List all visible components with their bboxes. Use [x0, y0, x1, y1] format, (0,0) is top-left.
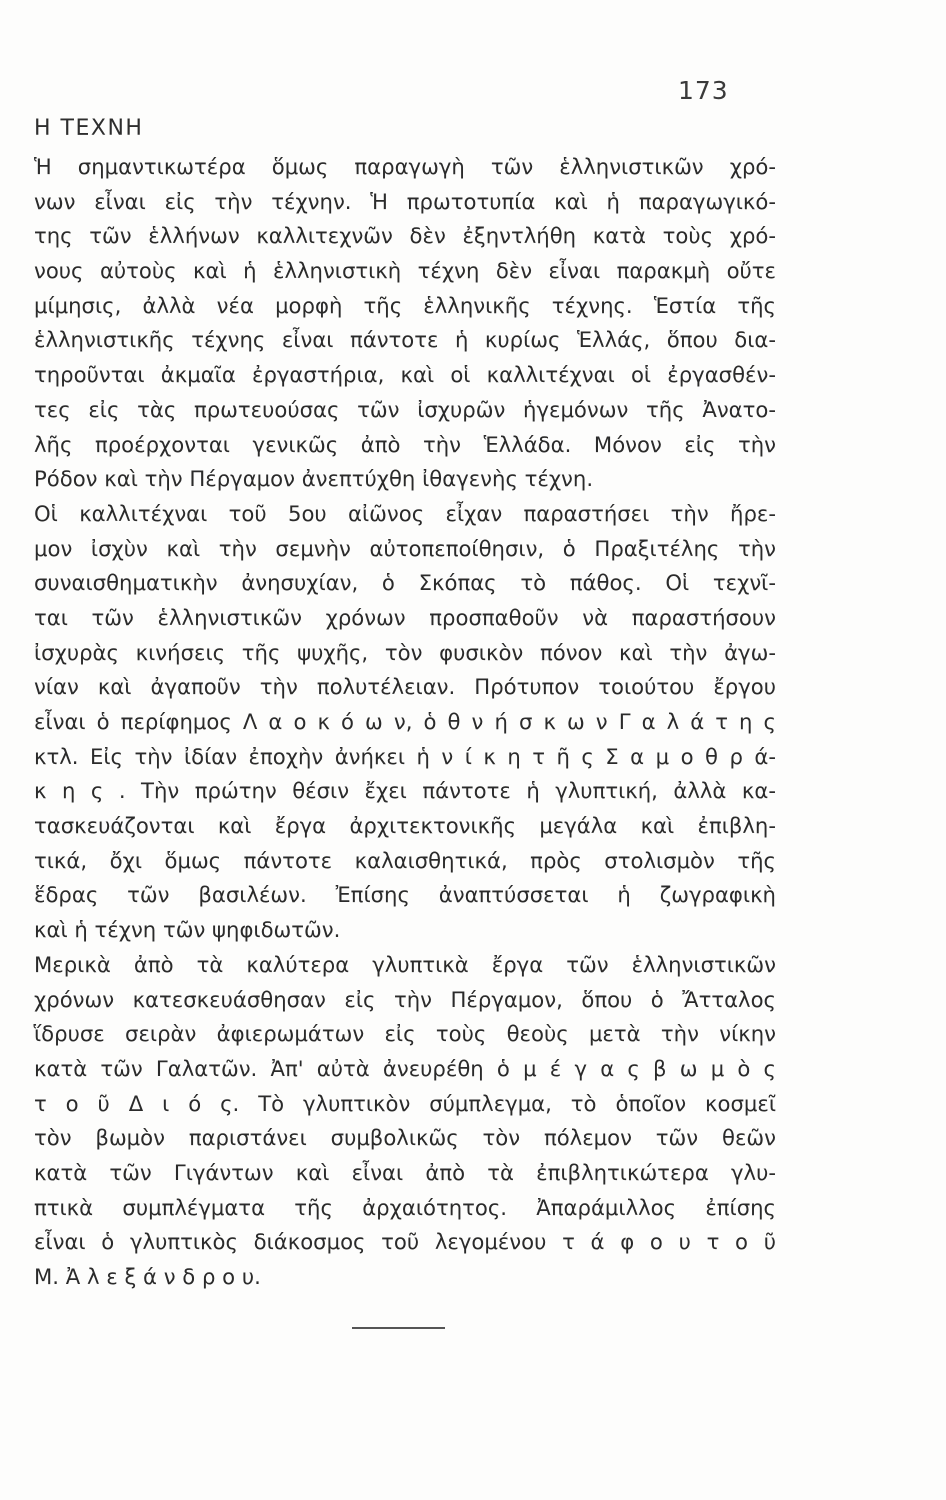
text-line: Μερικὰ ἀπὸ τὰ καλύτερα γλυπτικὰ ἔργα τῶν ἑλληνιστικῶν: [34, 951, 776, 977]
text-line: της τῶν ἑλλήνων καλλιτεχνῶν δὲν ἐξηντλήθη κατὰ τοὺς χρό-: [34, 223, 776, 249]
text-line: χρόνων κατεσκευάσθησαν εἰς τὴν Πέργαμον, ὅπου ὁ Ἄτταλος: [34, 986, 776, 1012]
text-line: τες εἰς τὰς πρωτευούσας τῶν ἰσχυρῶν ἡγεμόνων τῆς Ἀνατο-: [34, 396, 776, 422]
text-line: ἵδρυσε σειρὰν ἀφιερωμάτων εἰς τοὺς θεοὺς μετὰ τὴν νίκην: [34, 1021, 776, 1047]
text-line: μον ἰσχὺν καὶ τὴν σεμνὴν αὐτοπεποίθησιν, ὁ Πραξιτέλης τὴν: [34, 535, 776, 561]
text-line: τικά, ὄχι ὅμως πάντοτε καλαισθητικά, πρὸς στολισμὸν τῆς: [34, 847, 776, 873]
text-line: Ρόδον καὶ τὴν Πέργαμον ἀνεπτύχθη ἰθαγενὴς τέχνη.: [34, 466, 594, 492]
text-line: νους αὐτοὺς καὶ ἡ ἑλληνιστικὴ τέχνη δὲν εἶναι παρακμὴ οὔτε: [34, 258, 776, 284]
text-line: τ ο ῦ Δ ι ό ς. Τὸ γλυπτικὸν σύμπλεγμα, τὸ ὁποῖον κοσμεῖ: [34, 1090, 776, 1116]
text-line: ἑλληνιστικῆς τέχνης εἶναι πάντοτε ἡ κυρίως Ἑλλάς, ὅπου δια-: [34, 327, 776, 353]
text-line: κτλ. Εἰς τὴν ἰδίαν ἐποχὴν ἀνήκει ἡ ν ί κ η τ ῆ ς Σ α μ ο θ ρ ά-: [34, 743, 776, 769]
text-line: ἕδρας τῶν βασιλέων. Ἐπίσης ἀναπτύσσεται ἡ ζωγραφικὴ: [34, 882, 776, 908]
text-line: τασκευάζονται καὶ ἔργα ἀρχιτεκτονικῆς μεγάλα καὶ ἐπιβλη-: [34, 813, 776, 839]
text-line: κατὰ τῶν Γιγάντων καὶ εἶναι ἀπὸ τὰ ἐπιβλητικώτερα γλυ-: [34, 1159, 776, 1185]
text-line: ἰσχυρὰς κινήσεις τῆς ψυχῆς, τὸν φυσικὸν πόνον καὶ τὴν ἀγω-: [34, 639, 776, 665]
text-line: εἶναι ὁ γλυπτικὸς διάκοσμος τοῦ λεγομένου τ ά φ ο υ τ ο ῦ: [34, 1229, 776, 1255]
text-line: καὶ ἡ τέχνη τῶν ψηφιδωτῶν.: [34, 917, 341, 943]
text-line: κατὰ τῶν Γαλατῶν. Ἀπ' αὐτὰ ἀνευρέθη ὁ μ έ γ α ς β ω μ ὸ ς: [34, 1055, 776, 1081]
text-line: Μ. Ἀ λ ε ξ ά ν δ ρ ο υ.: [34, 1264, 261, 1289]
text-line: τηροῦνται ἀκμαῖα ἐργαστήρια, καὶ οἱ καλλιτέχναι οἱ ἐργασθέν-: [34, 362, 776, 388]
text-line: πτικὰ συμπλέγματα τῆς ἀρχαιότητος. Ἀπαράμιλλος ἐπίσης: [34, 1194, 776, 1220]
page-number: 173: [678, 76, 729, 105]
text-line: ται τῶν ἑλληνιστικῶν χρόνων προσπαθοῦν νὰ παραστήσουν: [34, 604, 776, 630]
text-line: συναισθηματικὴν ἀνησυχίαν, ὁ Σκόπας τὸ πάθος. Οἱ τεχνῖ-: [34, 570, 776, 596]
text-line: νων εἶναι εἰς τὴν τέχνην. Ἡ πρωτοτυπία καὶ ἡ παραγωγικό-: [34, 188, 776, 214]
section-divider: [352, 1327, 445, 1329]
text-line: τὸν βωμὸν παριστάνει συμβολικῶς τὸν πόλεμον τῶν θεῶν: [34, 1125, 776, 1151]
text-line: κ η ς . Τὴν πρώτην θέσιν ἔχει πάντοτε ἡ γλυπτική, ἀλλὰ κα-: [34, 778, 776, 804]
text-line: νίαν καὶ ἀγαποῦν τὴν πολυτέλειαν. Πρότυπον τοιούτου ἔργου: [34, 674, 776, 700]
text-line: Ἡ σημαντικωτέρα ὅμως παραγωγὴ τῶν ἑλληνιστικῶν χρό-: [34, 154, 776, 179]
text-line: λῆς προέρχονται γενικῶς ἀπὸ τὴν Ἑλλάδα. Μόνον εἰς τὴν: [34, 431, 776, 457]
running-head: Η ΤΕΧΝΗ: [34, 116, 144, 141]
text-line: Οἱ καλλιτέχναι τοῦ 5ου αἰῶνος εἶχαν παραστήσει τὴν ἤρε-: [34, 500, 776, 526]
text-line: εἶναι ὁ περίφημος Λ α ο κ ό ω ν, ὁ θ ν ή σ κ ω ν Γ α λ ά τ η ς: [34, 709, 776, 734]
body-text: [34, 150, 776, 1295]
text-line: μίμησις, ἀλλὰ νέα μορφὴ τῆς ἑλληνικῆς τέχνης. Ἑστία τῆς: [34, 292, 776, 318]
